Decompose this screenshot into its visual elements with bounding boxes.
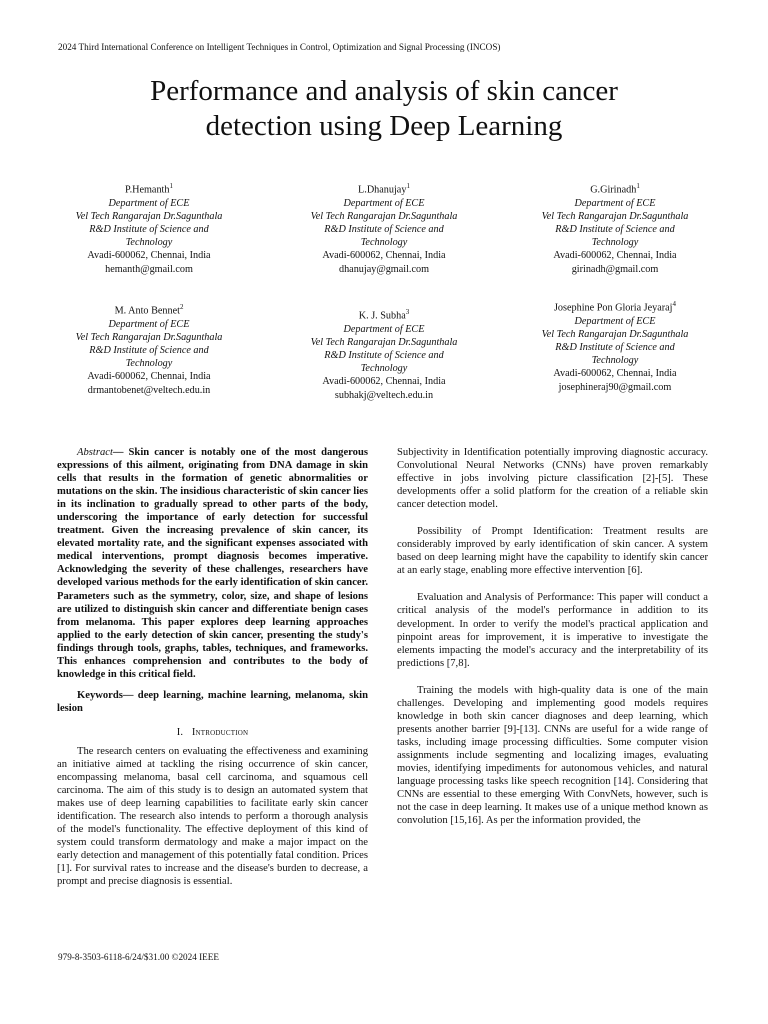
author-institute: R&D Institute of Science and xyxy=(324,224,444,235)
author-institute: Technology xyxy=(125,358,173,370)
body-paragraph: The research centers on evaluating the effectiveness and examining an initiative aimed at tackling the rising occurrence of skin cancer, encompassing melanoma, basal cell carcinoma, and squamous cell carcinoma. The aim of this study is to design an automated system that makes use of deep learning capabilities to facilitate early skin cancer identification. The research also intends to perform a thorough analysis of the model's functionality. The effective deployment of this kind of system could transform dermatology and make a major impact on the early detection and management of this potentially fatal condition. Prices [1]. For survival rates to increase and the disease's burden to decrease, a prompt and precise diagnosis is essential. xyxy=(57,745,368,888)
author-block xyxy=(269,306,499,402)
author-institute: Technology xyxy=(591,355,639,367)
author-affiliation-mark: 3 xyxy=(405,308,410,316)
author-block xyxy=(269,180,499,276)
author-name: K. J. Subha xyxy=(358,310,406,322)
author-name: M. Anto Bennet xyxy=(114,305,180,317)
section-heading xyxy=(57,726,368,739)
author-email[interactable]: hemanth@gmail.com xyxy=(105,263,193,275)
author-department: Department of ECE xyxy=(343,323,425,335)
author-address: Avadi-600062, Chennai, India xyxy=(322,250,446,262)
author-email[interactable]: josephineraj90@gmail.com xyxy=(558,381,672,393)
keywords: Keywords— deep learning, machine learning, melanoma, skin lesion xyxy=(57,689,368,714)
abstract-text: — Skin cancer is notably one of the most dangerous expressions of this ailment, originating from DNA damage in skin cells that results in the formation of genetic abnormalities or mutations on the skin. The insidious characteristic of skin cancer lies in its inclination to gradually spread to other parts of the body, underscoring the importance of early detection for successful treatment. Given the increasing prevalence of skin cancer, its elevated mortality rate, and the significant expenses associated with medical interventions, prompt diagnosis becomes imperative. Acknowledging the severity of these challenges, researchers have developed various methods for the early identification of skin cancer. Parameters such as the symmetry, color, size, and shape of lesions are utilized to distinguish skin cancer and differentiate benign cases from melanoma. This paper explores deep learning approaches applied to the early detection of skin cancer, presenting the study's findings through tools, graphs, tables, techniques, and frameworks. This enhances comprehension and contributes to the body of knowledge in this critical field. xyxy=(57,447,368,680)
author-institute: Technology xyxy=(591,237,639,249)
author-address: Avadi-600062, Chennai, India xyxy=(87,250,211,262)
author-block xyxy=(34,301,264,397)
title-line-1: Performance and analysis of skin cancer xyxy=(150,75,618,107)
author-name: L.Dhanujay xyxy=(358,184,407,196)
section-title: Introduction xyxy=(191,726,249,738)
author-address: Avadi-600062, Chennai, India xyxy=(553,250,677,262)
author-affiliation-mark: 1 xyxy=(169,182,173,190)
author-name: G.Girinadh xyxy=(590,184,637,196)
author-address: Avadi-600062, Chennai, India xyxy=(322,376,446,388)
author-institute: Vel Tech Rangarajan Dr.Sagunthala xyxy=(310,210,458,222)
author-institute: Technology xyxy=(360,237,408,249)
author-institute: Technology xyxy=(360,363,408,375)
body-paragraph: Possibility of Prompt Identification: Treatment results are considerably improved by early identification of skin cancer. A system based on deep learning might have the capability to identify skin cancer at an early stage, enabling more effective intervention [6]. xyxy=(397,526,708,577)
author-institute: R&D Institute of Science and xyxy=(324,350,444,361)
author-department: Department of ECE xyxy=(574,197,656,209)
author-block xyxy=(500,180,730,276)
author-department: Department of ECE xyxy=(108,318,190,330)
author-block xyxy=(500,298,730,394)
section-number: I. xyxy=(176,726,184,738)
author-institute: Technology xyxy=(125,237,173,249)
author-institute: R&D Institute of Science and xyxy=(555,342,675,353)
author-institute: Vel Tech Rangarajan Dr.Sagunthala xyxy=(75,210,223,222)
author-affiliation-mark: 4 xyxy=(672,300,677,308)
author-email[interactable]: dhanujay@gmail.com xyxy=(338,263,429,275)
author-institute: Vel Tech Rangarajan Dr.Sagunthala xyxy=(541,328,689,340)
author-institute: R&D Institute of Science and xyxy=(89,345,209,356)
abstract xyxy=(57,446,368,681)
author-email[interactable]: drmantobenet@veltech.edu.in xyxy=(87,384,211,396)
body-paragraph: Training the models with high-quality data is one of the main challenges. Developing and implementing good models requires knowledge in both skin cancer diagnoses and deep learning, which presents another barrier [9]-[13]. CNNs are useful for a wide range of tasks, including image processing difficulties. Some computer vision assignments include segmenting and localizing images, evaluating movies, identifying impediments for autonomous vehicles, and natural language processing tasks like speech recognition [14]. Considering that CNNs are essential to these emerging With ConvNets, however, such is not the case in deep learning. It makes use of a unique method known as convolution [15,16]. As per the information provided, the xyxy=(397,684,708,827)
author-address: Avadi-600062, Chennai, India xyxy=(553,368,677,380)
conference-header: 2024 Third International Conference on Intelligent Techniques in Control, Optimization and Signal Processing (INCOS) xyxy=(58,42,501,52)
author-name: P.Hemanth xyxy=(125,184,170,196)
author-address: Avadi-600062, Chennai, India xyxy=(87,371,211,383)
author-email[interactable]: girinadh@gmail.com xyxy=(571,263,659,275)
author-department: Department of ECE xyxy=(108,197,190,209)
right-column xyxy=(397,446,708,827)
author-block xyxy=(34,180,264,276)
title-line-2: detection using Deep Learning xyxy=(205,110,563,142)
body-paragraph: Subjectivity in Identification potentially improving diagnostic accuracy. Convolutional Neural Networks (CNNs) have proven remarkably effective in jobs involving picture classification [2]-[5]. These developments offer a solid platform for the creation of a reliable skin cancer detection model. xyxy=(397,447,708,511)
author-department: Department of ECE xyxy=(574,315,656,327)
left-column xyxy=(57,446,368,889)
author-institute: Vel Tech Rangarajan Dr.Sagunthala xyxy=(310,336,458,348)
author-institute: R&D Institute of Science and xyxy=(89,224,209,235)
paper-title xyxy=(60,74,708,144)
abstract-label: Abstract xyxy=(77,447,113,458)
author-institute: R&D Institute of Science and xyxy=(555,224,675,235)
body-paragraph: Evaluation and Analysis of Performance: This paper will conduct a critical analysis of the model's performance in addition to its development. In order to verify the model's practical application and pinpoint areas for improvement, it is imperative to investigate the elements impacting the model's accuracy and the interpretability of its predictions [7,8]. xyxy=(397,592,708,669)
author-institute: Vel Tech Rangarajan Dr.Sagunthala xyxy=(75,331,223,343)
author-affiliation-mark: 1 xyxy=(406,182,410,190)
author-institute: Vel Tech Rangarajan Dr.Sagunthala xyxy=(541,210,689,222)
author-name: Josephine Pon Gloria Jeyaraj xyxy=(553,302,673,314)
copyright-footer: 979-8-3503-6118-6/24/$31.00 ©2024 IEEE xyxy=(58,952,220,962)
author-department: Department of ECE xyxy=(343,197,425,209)
author-affiliation-mark: 1 xyxy=(636,182,640,190)
author-affiliation-mark: 2 xyxy=(179,303,184,311)
author-email[interactable]: subhakj@veltech.edu.in xyxy=(334,389,434,401)
